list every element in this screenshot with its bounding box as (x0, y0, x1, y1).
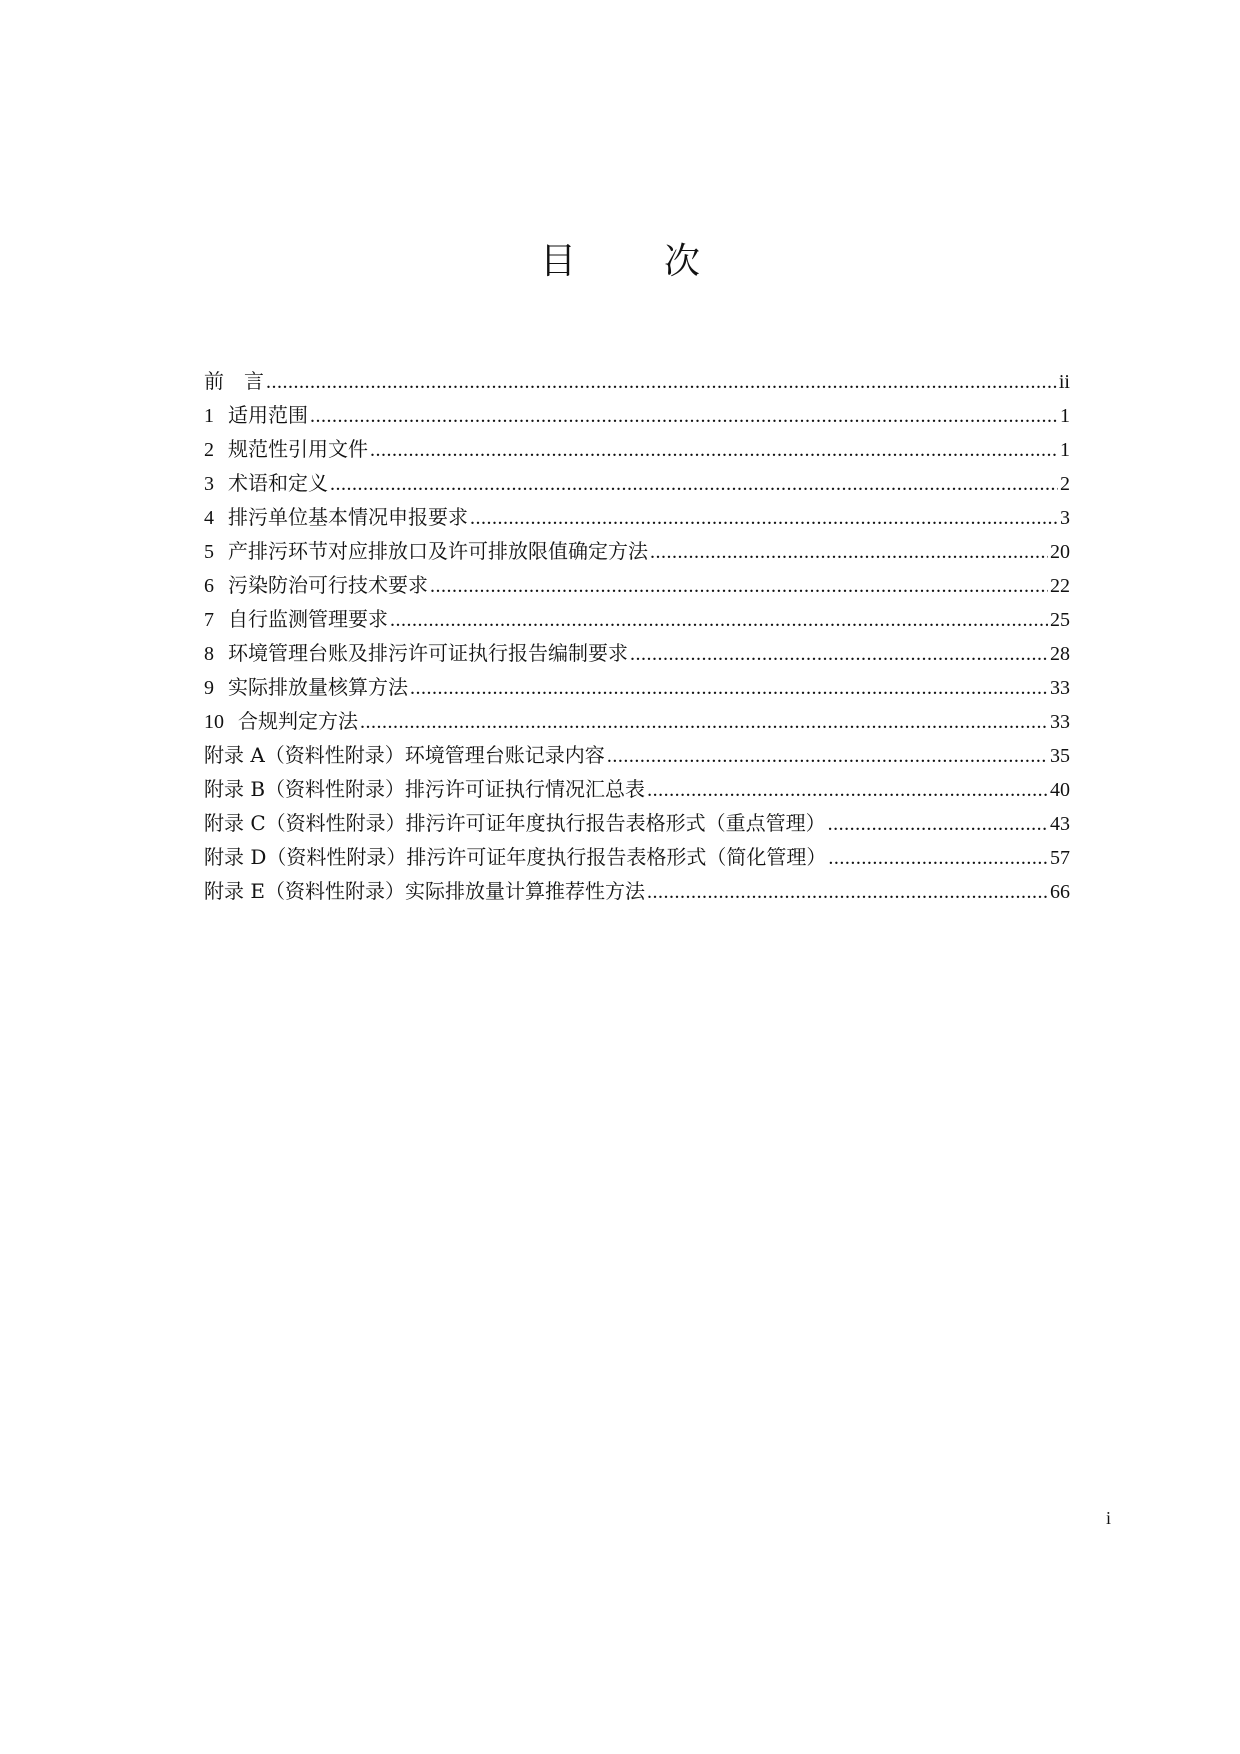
toc-entry-1[interactable] (204, 398, 1070, 432)
toc-entry-label: 附录 D（资料性附录）排污许可证年度执行报告表格形式（简化管理） (204, 845, 827, 869)
toc-leader-dots (828, 841, 1048, 875)
page-number: i (1106, 1508, 1112, 1528)
toc-entry-number: 6 (204, 575, 214, 597)
toc-entry-label: 附录 A（资料性附录）环境管理台账记录内容 (204, 743, 605, 767)
toc-entry-label: 自行监测管理要求 (228, 607, 388, 631)
toc-entry-page: 3 (1060, 507, 1070, 529)
toc-leader-dots (828, 807, 1048, 841)
toc-leader-dots (630, 637, 1048, 671)
toc-entry-3[interactable] (204, 466, 1070, 500)
toc-entry-page: 33 (1050, 677, 1070, 699)
toc-leader-dots (607, 739, 1048, 773)
toc-entry-number: 8 (204, 643, 214, 665)
toc-leader-dots (647, 773, 1048, 807)
toc-entry-10[interactable] (204, 704, 1070, 738)
toc-leader-dots (330, 467, 1058, 501)
toc-entry-page: 43 (1050, 813, 1070, 835)
toc-entry-page: 22 (1050, 575, 1070, 597)
toc-entry-appendix-d[interactable] (204, 840, 1070, 874)
toc-entry-number: 5 (204, 541, 214, 563)
toc-entry-page: 1 (1060, 439, 1070, 461)
toc-entry-9[interactable] (204, 670, 1070, 704)
table-of-contents (204, 364, 1070, 908)
toc-entry-page: 1 (1060, 405, 1070, 427)
toc-entry-label: 附录 E（资料性附录）实际排放量计算推荐性方法 (204, 879, 645, 903)
toc-leader-dots (430, 569, 1048, 603)
toc-leader-dots (650, 535, 1048, 569)
toc-entry-page: 2 (1060, 473, 1070, 495)
toc-entry-page: 35 (1050, 745, 1070, 767)
toc-entry-page: 66 (1050, 881, 1070, 903)
toc-entry-number: 3 (204, 473, 214, 495)
toc-entry-number: 1 (204, 405, 214, 427)
toc-entry-2[interactable] (204, 432, 1070, 466)
toc-entry-label: 附录 C（资料性附录）排污许可证年度执行报告表格形式（重点管理） (204, 811, 826, 835)
toc-entry-page: 33 (1050, 711, 1070, 733)
toc-entry-8[interactable] (204, 636, 1070, 670)
toc-leader-dots (310, 399, 1058, 433)
toc-entry-page: 28 (1050, 643, 1070, 665)
toc-entry-number: 10 (204, 711, 224, 733)
toc-entry-page: 25 (1050, 609, 1070, 631)
toc-entry-page: 20 (1050, 541, 1070, 563)
toc-entry-appendix-a[interactable] (204, 738, 1070, 772)
toc-entry-label: 产排污环节对应排放口及许可排放限值确定方法 (228, 539, 648, 563)
toc-leader-dots (410, 671, 1048, 705)
toc-entry-6[interactable] (204, 568, 1070, 602)
toc-leader-dots (266, 365, 1057, 399)
toc-entry-page: 57 (1050, 847, 1070, 869)
toc-entry-number: 4 (204, 507, 214, 529)
toc-entry-number: 2 (204, 439, 214, 461)
toc-entry-appendix-b[interactable] (204, 772, 1070, 806)
toc-entry-label: 附录 B（资料性附录）排污许可证执行情况汇总表 (204, 777, 646, 801)
toc-entry-5[interactable] (204, 534, 1070, 568)
toc-entry-label: 适用范围 (228, 403, 308, 427)
toc-entry-number: 7 (204, 609, 214, 631)
toc-entry-label: 术语和定义 (228, 471, 328, 495)
toc-leader-dots (647, 875, 1048, 909)
toc-entry-label: 合规判定方法 (238, 709, 358, 733)
toc-entry-label: 污染防治可行技术要求 (228, 573, 428, 597)
toc-entry-4[interactable] (204, 500, 1070, 534)
toc-entry-page: ii (1058, 371, 1070, 393)
toc-entry-7[interactable] (204, 602, 1070, 636)
toc-entry-label: 环境管理台账及排污许可证执行报告编制要求 (228, 641, 628, 665)
toc-leader-dots (370, 433, 1058, 467)
toc-entry-appendix-e[interactable] (204, 874, 1070, 908)
toc-entry-appendix-c[interactable] (204, 806, 1070, 840)
toc-entry-preface[interactable] (204, 364, 1070, 398)
toc-leader-dots (390, 603, 1048, 637)
toc-entry-label: 前 言 (204, 369, 264, 393)
toc-entry-label: 排污单位基本情况申报要求 (228, 505, 468, 529)
toc-entry-number: 9 (204, 677, 214, 699)
toc-leader-dots (470, 501, 1058, 535)
toc-entry-label: 实际排放量核算方法 (228, 675, 408, 699)
toc-leader-dots (360, 705, 1048, 739)
toc-entry-label: 规范性引用文件 (228, 437, 368, 461)
toc-entry-page: 40 (1050, 779, 1070, 801)
page-title: 目 次 (539, 241, 726, 282)
